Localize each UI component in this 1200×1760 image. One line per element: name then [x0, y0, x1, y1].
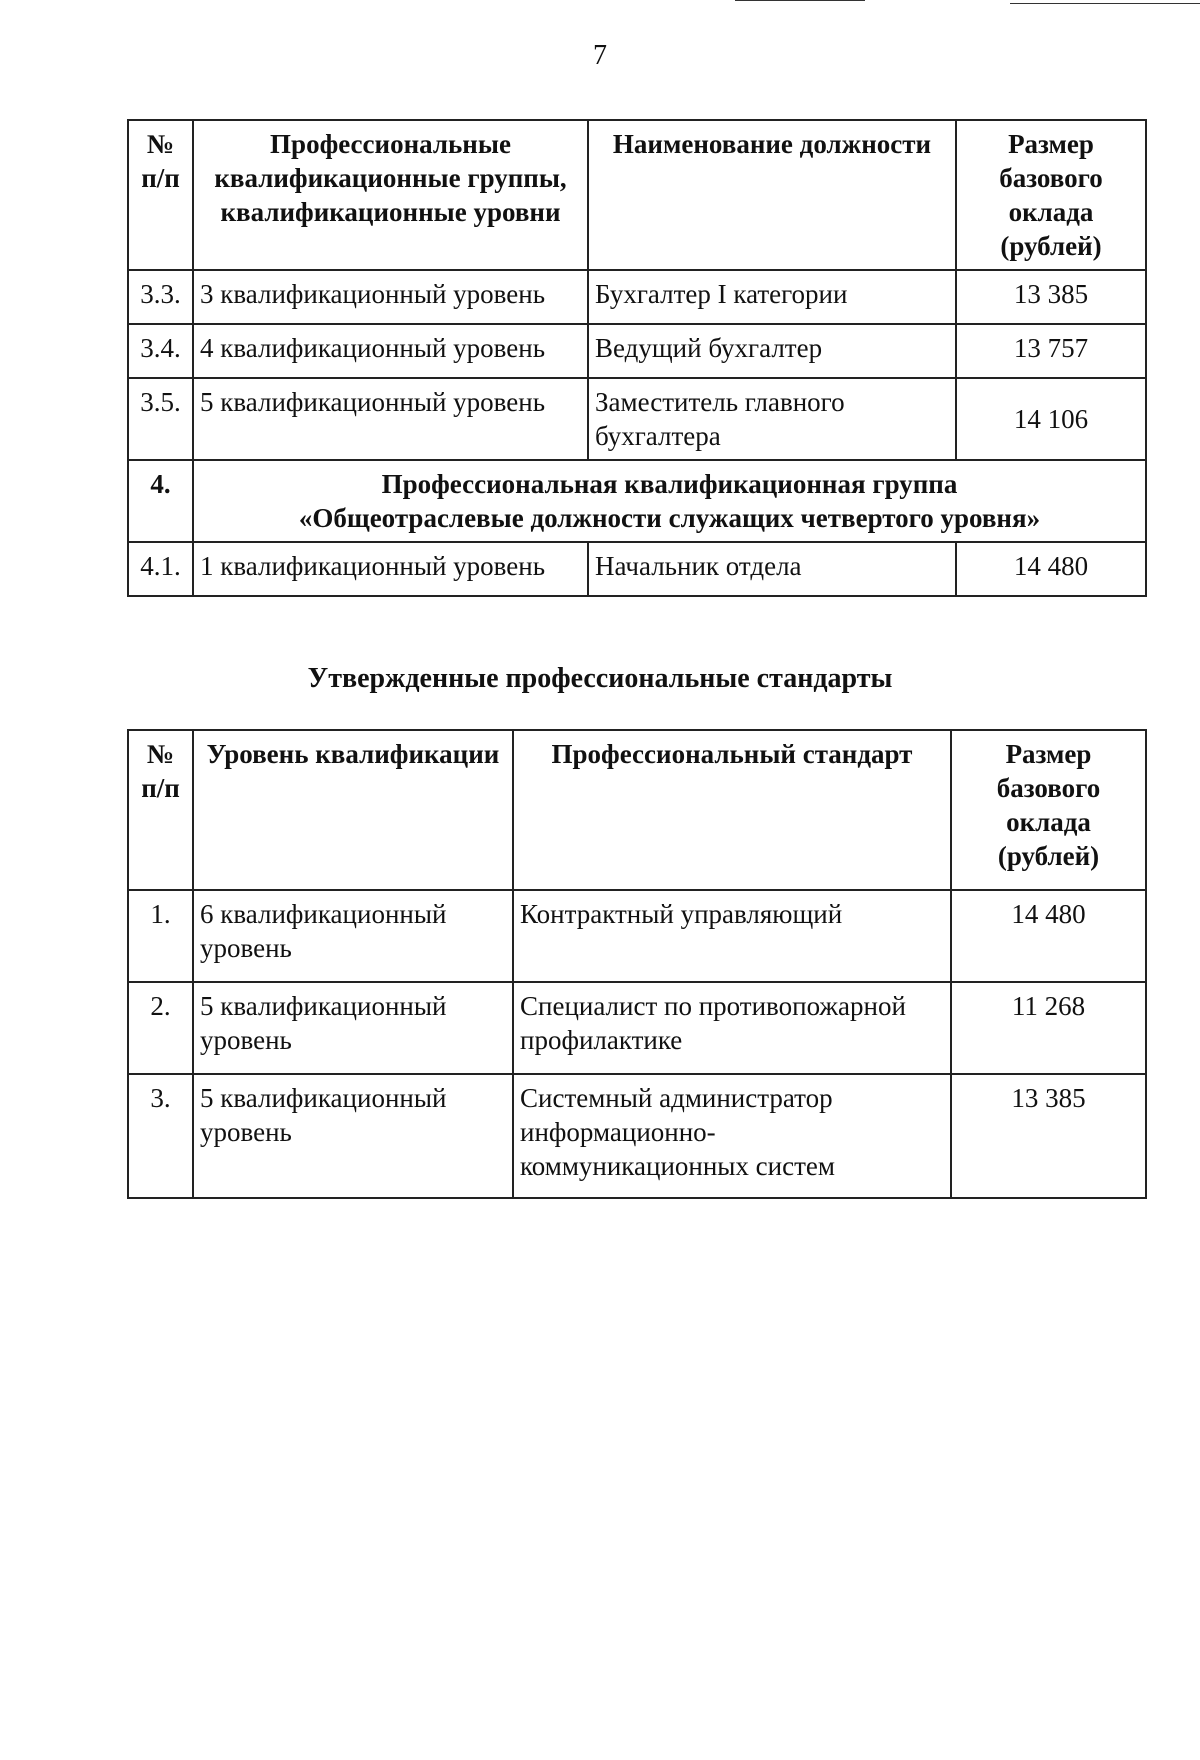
table-row: [128, 378, 1146, 460]
row-salary: 11 268: [951, 982, 1146, 1074]
header-group: Профессиональные квалификационные группы, квалификационные уровни: [193, 120, 588, 270]
row-number: 3.: [128, 1074, 193, 1198]
row-level: 6 квалификационный уровень: [193, 890, 513, 982]
row-salary: 14 480: [951, 890, 1146, 982]
row-number: 3.4.: [128, 324, 193, 378]
row-salary: 13 385: [951, 1074, 1146, 1198]
group-title-line2: «Общеотраслевые должности служащих четвертого уровня»: [298, 503, 1041, 533]
row-number: 2.: [128, 982, 193, 1074]
table-header-row: [128, 120, 1146, 270]
table-row: [128, 324, 1146, 378]
scan-edge-line: [1010, 3, 1200, 4]
table-row: [128, 890, 1146, 982]
header-number: № п/п: [128, 730, 193, 890]
scan-edge-line: [735, 0, 865, 1]
header-number: № п/п: [128, 120, 193, 270]
row-position: Бухгалтер I категории: [588, 270, 956, 324]
group-row: [128, 460, 1146, 542]
header-standard: Профессиональный стандарт: [513, 730, 951, 890]
row-position: Ведущий бухгалтер: [588, 324, 956, 378]
row-salary: 13 757: [956, 324, 1146, 378]
row-number: 1.: [128, 890, 193, 982]
header-salary: Размер базового оклада (рублей): [951, 730, 1146, 890]
row-salary: 13 385: [956, 270, 1146, 324]
row-position: Заместитель главного бухгалтера: [588, 378, 956, 460]
row-standard: Контрактный управляющий: [513, 890, 951, 982]
row-standard: Специалист по противопожарной профилактике: [513, 982, 951, 1074]
group-title-line1: Профессиональная квалификационная группа: [381, 469, 958, 499]
row-position: Начальник отдела: [588, 542, 956, 596]
standards-table: [127, 729, 1147, 1199]
row-level: 5 квалификационный уровень: [193, 1074, 513, 1198]
row-level: 5 квалификационный уровень: [193, 378, 588, 460]
row-number: 4.1.: [128, 542, 193, 596]
group-title: [193, 460, 1146, 542]
table-row: [128, 982, 1146, 1074]
header-level: Уровень квалификации: [193, 730, 513, 890]
row-level: 4 квалификационный уровень: [193, 324, 588, 378]
table-row: [128, 270, 1146, 324]
row-level: 5 квалификационный уровень: [193, 982, 513, 1074]
section-title: Утвержденные профессиональные стандарты: [307, 663, 893, 694]
row-level: 1 квалификационный уровень: [193, 542, 588, 596]
positions-table: [127, 119, 1147, 597]
row-number: 3.5.: [128, 378, 193, 460]
row-level: 3 квалификационный уровень: [193, 270, 588, 324]
table-header-row: [128, 730, 1146, 890]
table-row: [128, 1074, 1146, 1198]
row-salary: 14 106: [956, 378, 1146, 460]
header-position: Наименование должности: [588, 120, 956, 270]
row-standard: Системный администратор информационно-коммуникационных систем: [513, 1074, 951, 1198]
table-row: [128, 542, 1146, 596]
group-number: 4.: [128, 460, 193, 542]
page-number: 7: [593, 40, 607, 71]
header-salary: Размер базового оклада (рублей): [956, 120, 1146, 270]
row-salary: 14 480: [956, 542, 1146, 596]
row-number: 3.3.: [128, 270, 193, 324]
